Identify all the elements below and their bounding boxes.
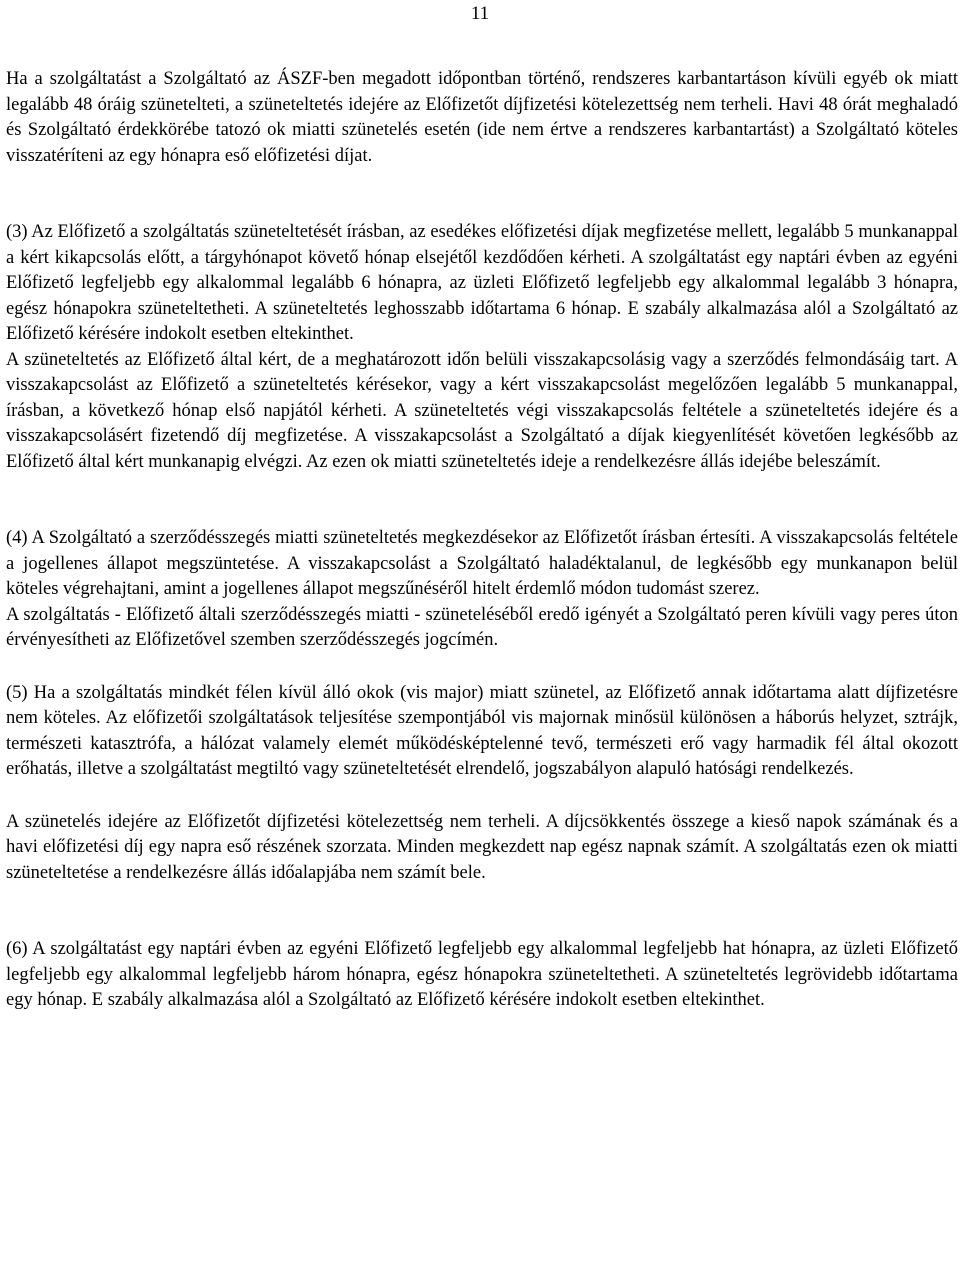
- paragraph-5-force-majeure: (5) Ha a szolgáltatás mindkét félen kívül álló okok (vis major) miatt szünetel, az Előfizető annak időtartama alatt díjfizetésre nem köteles. Az előfizetői szolgáltatások teljesítése szempontjából vis majornak minősül különösen a háborús helyzet, sztrájk, természeti katasztrófa, a hálózat valamely elemét működésképtelenné tevő, természeti erő vagy harmadik fél által okozott erőhatás, illetve a szolgáltatást megtiltó vagy szüneteltetését elrendelő, jogszabályon alapuló hatósági rendelkezés.: [6, 682, 958, 779]
- paragraph-service-suspension: Ha a szolgáltatást a Szolgáltató az ÁSZF-ben megadott időpontban történő, rendszeres karbantartáson kívüli egyéb ok miatt legalább 48 óráig szünetelteti, a szüneteltetés idejére az Előfizetőt díjfizetési kötelezettség nem terheli. Havi 48 órát meghaladó és Szolgáltató érdekkörébe tatozó ok miatti szünetelés esetén (ide nem értve a rendszeres karbantartást) a Szolgáltató köteles visszatéríteni az egy hónapra eső előfizetési díjat.: [6, 69, 958, 166]
- paragraph-5-fee-reduction: A szünetelés idejére az Előfizetőt díjfizetési kötelezettség nem terheli. A díjcsökkentés összege a kieső napok számának és a havi előfizetési díj egy napra eső részének szorzata. Minden megkezdett nap egész napnak számít. A szolgáltatás ezen ok miatti szüneteltetése a rendelkezésre állás időalapjába nem számít bele.: [6, 811, 958, 883]
- document-body: [6, 67, 958, 1014]
- paragraph-3-suspension-request: (3) Az Előfizető a szolgáltatás szüneteltetését írásban, az esedékes előfizetési díjak megfizetése mellett, legalább 5 munkanappal a kért kikapcsolás előtt, a tárgyhónapot követő hónap elsejétől kezdődően kérheti. A szolgáltatást egy naptári évben az egyéni Előfizető legfeljebb egy alkalommal legalább 6 hónapra, az üzleti Előfizető legfeljebb egy alkalommal legalább 3 hónapra, egész hónapokra szüneteltetheti. A szüneteltetés leghosszabb időtartama 6 hónap. E szabály alkalmazása alól a Szolgáltató az Előfizető kérésére indokolt esetben eltekinthet.: [6, 222, 958, 344]
- paragraph-4-breach-claim: A szolgáltatás - Előfizető általi szerződésszegés miatti - szüneteléséből eredő igényét a Szolgáltató peren kívüli vagy peres úton érvényesítheti az Előfizetővel szemben szerződésszegés jogcímén.: [6, 604, 958, 650]
- paragraph-3-reconnection: A szüneteltetés az Előfizető által kért, de a meghatározott időn belüli visszakapcsolásig vagy a szerződés felmondásáig tart. A visszakapcsolást az Előfizető a szüneteltetés kérésekor, vagy a kért visszakapcsolást megelőzően legalább 5 munkanappal, írásban, a következő hónap első napjától kérheti. A szüneteltetés végi visszakapcsolás feltétele a szüneteltetés idejére és a visszakapcsolásért fizetendő díj megfizetése. A visszakapcsolást a Szolgáltató a díjak kiegyenlítését követően legkésőbb az Előfizető által kért munkanapig elvégzi. Az ezen ok miatti szüneteltetés ideje a rendelkezésre állás idejébe beleszámít.: [6, 349, 958, 472]
- paragraph-4-breach-suspension: (4) A Szolgáltató a szerződésszegés miatti szüneteltetés megkezdésekor az Előfizetőt írásban értesíti. A visszakapcsolás feltétele a jogellenes állapot megszüntetése. A visszakapcsolást a Szolgáltató haladéktalanul, de legkésőbb egy munkanapon belül köteles végrehajtani, amint a jogellenes állapot megszűnéséről hitelt érdemlő módon tudomást szerez.: [6, 528, 958, 599]
- page-number: 11: [470, 3, 490, 24]
- paragraph-6-suspension-limits: (6) A szolgáltatást egy naptári évben az egyéni Előfizető legfeljebb egy alkalommal legfeljebb hat hónapra, az üzleti Előfizető legfeljebb egy alkalommal legfeljebb három hónapra, egész hónapokra szüneteltetheti. A szüneteltetés legrövidebb időtartama egy hónap. E szabály alkalmazása alól a Szolgáltató az Előfizető kérésére indokolt esetben eltekinthet.: [6, 939, 958, 1010]
